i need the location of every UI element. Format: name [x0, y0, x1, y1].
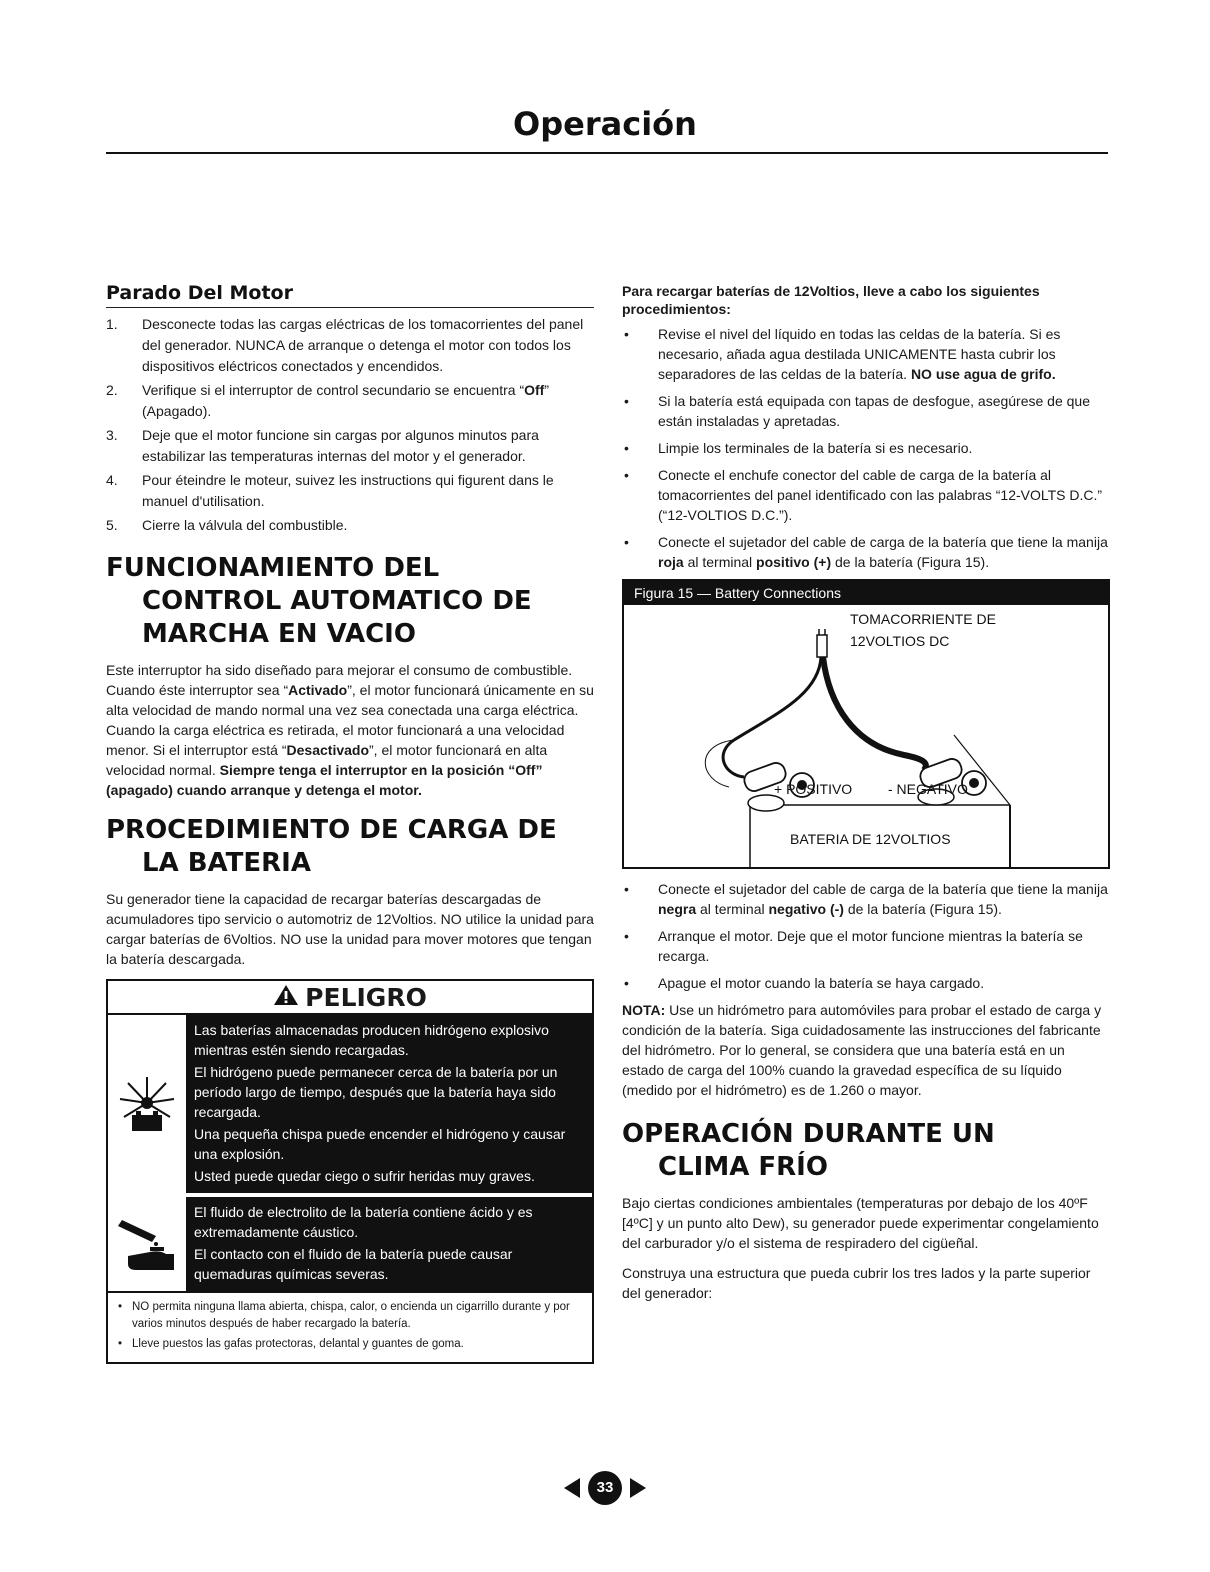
- title-rule: [106, 152, 1108, 154]
- charge-step: • Arranque el motor. Deje que el motor funcione mientras la batería se recarga.: [624, 928, 1083, 964]
- outlet-label-2: 12VOLTIOS DC: [850, 633, 950, 649]
- danger-text-explosion: Las baterías almacenadas producen hidrógeno explosivo mientras estén siendo recargadas. El hidrógeno puede permanecer cerca de la batería por un período largo de tiempo, después que la batería haya sido recargada. Una pequeña chispa puede encender el hidrógeno y causar una explosión. Usted puede quedar ciego o sufrir heridas muy graves.: [186, 1015, 592, 1193]
- stop-step: 4. Pour éteindre le moteur, suivez les instructions qui figurent dans le manuel d'utilisation.: [106, 472, 554, 509]
- cold-paragraph-1: Bajo ciertas condiciones ambientales (temperaturas por debajo de los 40ºF [4ºC] y un punto alto Dew), su generador puede experimentar congelamiento del carburador y/o el sistema de respiradero del cigüeñal.: [622, 1195, 1099, 1251]
- charge-step: • Conecte el sujetador del cable de carga de la batería que tiene la manija negra al terminal negativo (-) de la batería (Figura 15).: [624, 881, 1108, 917]
- charge-procedure-intro: Para recargar baterías de 12Voltios, lleve a cabo los siguientes procedimientos:: [622, 283, 1040, 317]
- danger-acid-row: [108, 1197, 592, 1291]
- charge-paragraph: Su generador tiene la capacidad de recargar baterías descargadas de acumuladores tipo servicio o automotriz de 12Voltios. NO utilice la unidad para cargar baterías de 6Voltios. NO use la unidad para mover motores que tengan la batería descargada.: [106, 891, 594, 967]
- outlet-label-1: TOMACORRIENTE DE: [850, 611, 996, 627]
- positive-label: + POSITIVO: [774, 781, 853, 797]
- figure-caption: Figura 15 — Battery Connections: [624, 581, 1108, 605]
- charge-steps-1: [622, 324, 1110, 572]
- danger-bullets: [108, 1291, 592, 1362]
- stop-step: 2. Verifique si el interruptor de control secundario se encuentra “Off” (Apagado).: [106, 382, 549, 419]
- charge-step: • Conecte el enchufe conector del cable de carga de la batería al tomacorrientes del panel identificado con las palabras “12-VOLTS D.C.” (“12-VOLTIOS D.C.”).: [624, 467, 1103, 523]
- right-column: [622, 282, 1110, 1313]
- idle-paragraph: Este interruptor ha sido diseñado para mejorar el consumo de combustible. Cuando éste interruptor sea “Activado”, el motor funcionará únicamente en su alta velocidad de mando normal una vez sea conectada una carga eléctrica. Cuando la carga eléctrica es retirada, el motor funcionará a una velocidad menor. Si el interruptor está “Desactivado”, el motor funcionará en alta velocidad normal. Siempre tenga el interruptor en la posición “Off” (apagado) cuando arranque y detenga el motor.: [106, 662, 594, 798]
- corrosive-hand-icon: [108, 1197, 186, 1291]
- figure-art: [624, 605, 1108, 867]
- red-cable: [723, 657, 821, 777]
- idle-heading: FUNCIONAMIENTO DEL CONTROL AUTOMATICO DE MARCHA EN VACIO: [106, 553, 532, 649]
- warning-triangle-icon: [273, 983, 299, 1012]
- stop-step: 5. Cierre la válvula del combustible.: [106, 517, 348, 533]
- stop-steps: [106, 314, 594, 536]
- charge-heading: PROCEDIMIENTO DE CARGA DE LA BATERIA: [106, 815, 557, 878]
- charge-steps-2: [622, 879, 1110, 993]
- danger-bullet: • Lleve puestos las gafas protectoras, delantal y guantes de goma.: [118, 1336, 582, 1353]
- stop-step: 3. Deje que el motor funcione sin cargas por algunos minutos para estabilizar las temperaturas internas del motor y el generador.: [106, 427, 539, 464]
- charge-step: • Conecte el sujetador del cable de carga de la batería que tiene la manija roja al terminal positivo (+) de la batería (Figura 15).: [624, 534, 1108, 570]
- danger-box: [106, 979, 594, 1364]
- left-column: [106, 282, 594, 1364]
- figure-battery-connections: [622, 579, 1110, 869]
- explosion-icon: [108, 1015, 186, 1193]
- danger-explosion-row: [108, 1015, 592, 1193]
- cold-weather-heading: OPERACIÓN DURANTE UN CLIMA FRÍO: [622, 1119, 995, 1182]
- danger-bullet: • NO permita ninguna llama abierta, chispa, calor, o encienda un cigarrillo durante y por varios minutos después de haber recargado la batería.: [118, 1299, 582, 1333]
- battery-label: BATERIA DE 12VOLTIOS: [790, 831, 951, 847]
- negative-label: - NEGATIVO: [888, 781, 968, 797]
- stop-step: 1. Desconecte todas las cargas eléctricas de los tomacorrientes del panel del generador. NUNCA de arranque o detenga el motor con todos los dispositivos eléctricos conectados y encendidos.: [106, 316, 584, 374]
- danger-header: PELIGRO: [108, 981, 592, 1015]
- stop-heading: Parado Del Motor: [106, 282, 594, 308]
- charge-step: • Revise el nivel del líquido en todas las celdas de la batería. Si es necesario, añada agua destilada UNICAMENTE hasta cubrir los separadores de las celdas de la batería. NO use agua de grifo.: [624, 326, 1061, 382]
- note-paragraph: NOTA: Use un hidrómetro para automóviles para probar el estado de carga y condición de la batería. Siga cuidadosamente las instrucciones del fabricante del hidrómetro. Por lo general, se considera que una batería está en un estado de carga del 100% cuando la gravedad específica de su líquido (medido por el hidrómetro) es de 1.260 o mayor.: [622, 1002, 1102, 1098]
- danger-text-acid: El fluido de electrolito de la batería contiene ácido y es extremadamente cáustico. El contacto con el fluido de la batería puede causar quemaduras químicas severas.: [186, 1197, 592, 1291]
- black-cable: [823, 657, 926, 770]
- page-number: 33: [596, 1479, 614, 1496]
- charge-step: • Si la batería está equipada con tapas de desfogue, asegúrese de que están instaladas y apretadas.: [624, 393, 1090, 429]
- page-number-badge: [564, 1471, 646, 1505]
- cold-paragraph-2: Construya una estructura que pueda cubrir los tres lados y la parte superior del generador:: [622, 1265, 1091, 1301]
- dc-plug-icon: [817, 635, 827, 657]
- charge-step: • Apague el motor cuando la batería se haya cargado.: [624, 975, 985, 991]
- page-title: Operación: [513, 105, 697, 143]
- charge-step: • Limpie los terminales de la batería si es necesario.: [624, 440, 973, 456]
